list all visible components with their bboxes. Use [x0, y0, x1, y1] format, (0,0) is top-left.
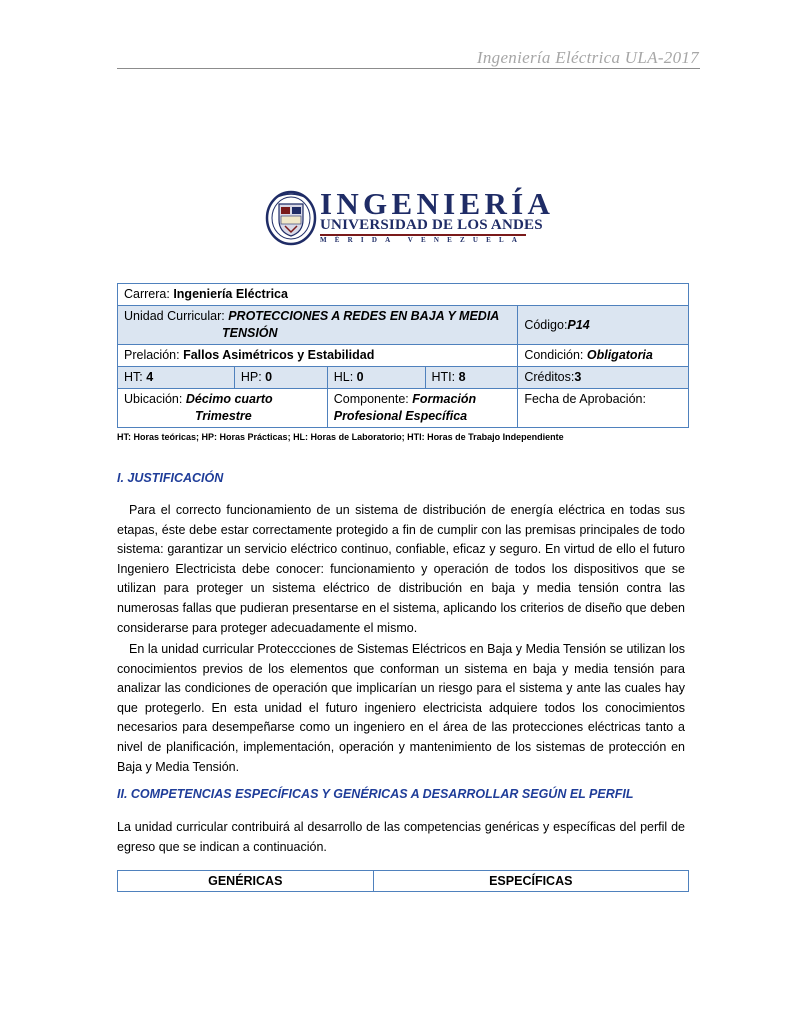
cell-fecha — [518, 389, 689, 428]
hours-legend-note: HT: Horas teóricas; HP: Horas Prácticas; HL: Horas de Laboratorio; HTI: Horas de Trabajo Independiente — [117, 432, 564, 442]
hti-label: HTI: — [431, 370, 459, 384]
row-unidad — [118, 306, 689, 345]
carrera-value: Ingeniería Eléctrica — [173, 287, 288, 301]
competencias-paragraph: La unidad curricular contribuirá al desarrollo de las competencias genéricas y específicas del perfil de egreso que se indican a continuación. — [117, 820, 685, 854]
unidad-value-line2: TENSIÓN — [222, 326, 278, 340]
section-competencias-title: II. COMPETENCIAS ESPECÍFICAS Y GENÉRICAS A DESARROLLAR SEGÚN EL PERFIL — [117, 787, 634, 801]
condicion-label: Condición: — [524, 348, 587, 362]
hp-value: 0 — [265, 370, 273, 384]
header-divider — [117, 68, 700, 69]
competencias-table — [117, 870, 689, 892]
cell-prelacion — [118, 345, 518, 367]
componente-value-line1: Formación — [412, 392, 477, 406]
course-info-table — [117, 283, 689, 428]
logo-university-name: UNIVERSIDAD DE LOS ANDES — [320, 217, 543, 233]
row-ubicacion — [118, 389, 689, 428]
cell-hp — [234, 367, 327, 389]
row-carrera — [118, 284, 689, 306]
cell-creditos — [518, 367, 689, 389]
cell-condicion — [518, 345, 689, 367]
ubicacion-label: Ubicación: — [124, 392, 186, 406]
hl-label: HL: — [333, 370, 357, 384]
cell-unidad — [118, 306, 518, 345]
cell-codigo — [518, 306, 689, 345]
codigo-value: P14 — [567, 317, 590, 332]
university-seal-icon — [265, 190, 317, 246]
hl-value: 0 — [356, 370, 364, 384]
justificacion-paragraph-1: Para el correcto funcionamiento de un sistema de distribución de energía eléctrica en todas sus etapas, éste debe estar correctamente protegido a fin de cumplir con las premisas principales de todo sistema: garantizar un servicio eléctrico continuo, confiable, eficaz y seguro. En virtud de ello el futuro Ingeniero Electricista debe conocer: funcionamiento y operación de todos los dispositivos que se utilizan para proteger un sistema eléctrico de distribución en baja y media tensión contra las numerosas fallas que pudieran presentarse en el sistema, aplicando los criterios de diseño que deben considerarse para proteger adecuadamente el mismo. — [117, 503, 685, 635]
componente-value-line2: Profesional Específica — [333, 409, 468, 423]
creditos-label: Créditos: — [524, 370, 575, 384]
justificacion-paragraph-2: En la unidad curricular Proteccciones de Sistemas Eléctricos en Baja y Media Tensión se utilizan los conocimientos previos de los elementos que conforman un sistema en baja y media tensión para analizar las condiciones de operación que implicarían un riesgo para el sistema y ante las cuales hay que protegerlo. En esta unidad el futuro ingeniero electricista adquiere todos los conocimientos necesarios para desempeñarse como un ingeniero en el área de las protecciones eléctricas tanto a nivel de planificación, implementación, operación y mantenimiento de los sistemas de protección en Baja y Media Tensión. — [117, 642, 685, 774]
row-hours — [118, 367, 689, 389]
cell-hti — [425, 367, 518, 389]
unidad-value-line1: PROTECCIONES A REDES EN BAJA Y MEDIA — [228, 309, 500, 323]
fecha-label: Fecha de Aprobación: — [524, 392, 646, 406]
section-justificacion-title: I. JUSTIFICACIÓN — [117, 471, 224, 485]
competencias-header-row — [118, 871, 689, 892]
ubicacion-value-line2: Trimestre — [195, 409, 252, 423]
header-title: Ingeniería Eléctrica ULA-2017 — [476, 48, 699, 67]
hti-value: 8 — [458, 370, 466, 384]
competencias-header-especificas: ESPECÍFICAS — [373, 871, 688, 892]
prelacion-value: Fallos Asimétricos y Estabilidad — [183, 348, 375, 362]
prelacion-label: Prelación: — [124, 348, 184, 362]
codigo-label: Código: — [524, 317, 568, 332]
row-prelacion — [118, 345, 689, 367]
cell-ubicacion — [118, 389, 328, 428]
ubicacion-value-line1: Décimo cuarto — [185, 392, 273, 406]
ht-label: HT: — [124, 370, 147, 384]
competencias-header-genericas: GENÉRICAS — [118, 871, 374, 892]
cell-carrera — [118, 284, 689, 306]
logo-city: MÉRIDA VENEZUELA — [320, 236, 526, 244]
ht-value: 4 — [146, 370, 154, 384]
carrera-label: Carrera: — [124, 287, 174, 301]
unidad-label: Unidad Curricular: — [124, 309, 229, 323]
condicion-value: Obligatoria — [586, 348, 653, 362]
componente-label: Componente: — [333, 392, 413, 406]
cell-ht — [118, 367, 235, 389]
cell-componente — [327, 389, 518, 428]
creditos-value: 3 — [574, 370, 582, 384]
logo-wordmark: INGENIERÍA — [320, 186, 555, 221]
ula-engineering-logo — [265, 186, 555, 248]
cell-hl — [327, 367, 425, 389]
hp-label: HP: — [240, 370, 266, 384]
